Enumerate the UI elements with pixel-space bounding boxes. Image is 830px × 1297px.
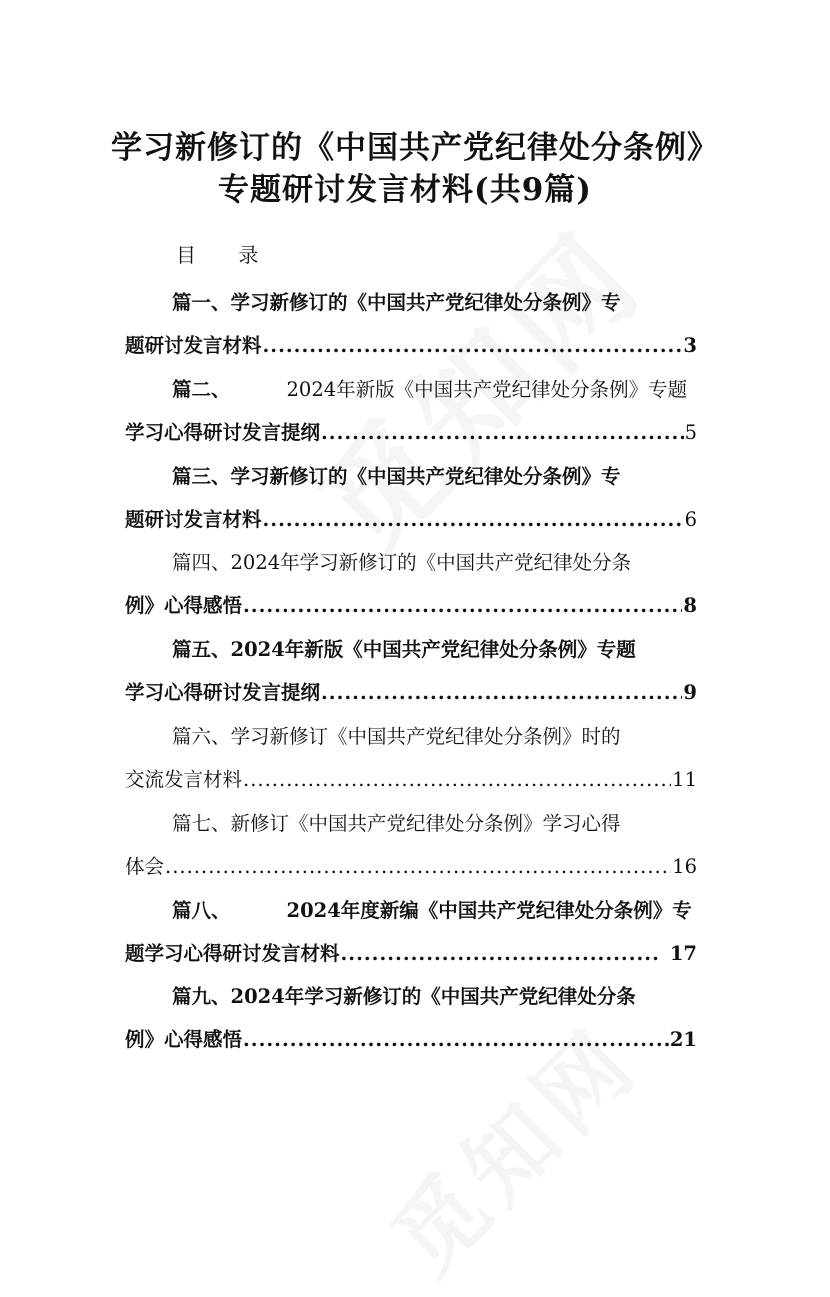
document-title-line-1: 学习新修订的《中国共产党纪律处分条例》 (111, 130, 719, 166)
toc-entry-title: 新修订《中国共产党纪律处分条例》学习心得 (230, 811, 621, 835)
toc-entry-title: 学习新修订的《中国共产党纪律处分条例》专 (230, 291, 621, 314)
toc-entry-5[interactable] (125, 628, 697, 715)
toc-entry-title-cont: 例》心得感悟 (125, 1028, 243, 1052)
dot-leader (341, 932, 661, 975)
toc-entry-title-cont: 交流发言材料 (125, 767, 243, 791)
toc-entry-title: 学习新修订的《中国共产党纪律处分条例》专 (230, 464, 621, 488)
dot-leader (263, 324, 683, 367)
toc-entry-9[interactable] (125, 975, 697, 1062)
dot-leader (321, 411, 684, 454)
toc-page-number: 8 (683, 594, 697, 618)
toc-entry-prefix: 篇四、 (172, 551, 231, 575)
toc-entry-title-cont: 学习心得研讨发言提纲 (125, 420, 321, 444)
table-of-contents (125, 281, 697, 1062)
toc-entry-title-cont: 题学习心得研讨发言材料 (125, 941, 340, 965)
toc-entry-title-cont: 例》心得感悟 (125, 594, 243, 618)
toc-entry-4[interactable] (125, 541, 697, 628)
toc-entry-title: 2024年新版《中国共产党纪律处分条例》专题 (286, 377, 688, 401)
toc-entry-prefix: 篇一、 (172, 291, 231, 314)
toc-entry-1[interactable] (125, 281, 697, 368)
toc-page-number: 16 (672, 854, 697, 878)
toc-entry-prefix: 篇二、 (172, 377, 231, 401)
toc-page-number: 21 (669, 1028, 697, 1052)
toc-page-number: 5 (684, 420, 697, 444)
toc-entry-prefix: 篇九、 (172, 985, 231, 1009)
document-title-line-2: 专题研讨发言材料(共9篇) (218, 172, 592, 208)
toc-entry-2[interactable] (125, 368, 697, 455)
dot-leader (243, 758, 671, 801)
toc-entry-title-cont: 体会 (125, 854, 165, 878)
toc-entry-prefix: 篇八、 (172, 898, 231, 922)
dot-leader (165, 845, 671, 888)
toc-page-number: 17 (669, 941, 697, 965)
toc-entry-3[interactable] (125, 455, 697, 542)
dot-leader (243, 1018, 669, 1061)
toc-entry-prefix: 篇三、 (172, 464, 231, 488)
toc-page-number: 9 (683, 681, 697, 705)
toc-entry-6[interactable] (125, 715, 697, 802)
toc-entry-prefix: 篇七、 (172, 811, 231, 835)
toc-entry-title: 学习新修订《中国共产党纪律处分条例》时的 (230, 724, 621, 748)
toc-entry-title: 2024年新版《中国共产党纪律处分条例》专题 (230, 638, 636, 662)
toc-entry-title-cont: 题研讨发言材料 (125, 334, 262, 357)
toc-page-number: 6 (684, 507, 697, 531)
dot-leader (263, 498, 684, 541)
toc-heading: 目 录 (176, 243, 277, 267)
toc-entry-8[interactable] (125, 889, 697, 976)
toc-entry-title: 2024年学习新修订的《中国共产党纪律处分条 (230, 551, 632, 575)
toc-entry-title: 2024年学习新修订的《中国共产党纪律处分条 (230, 985, 636, 1009)
toc-entry-7[interactable] (125, 802, 697, 889)
toc-entry-prefix: 篇六、 (172, 724, 231, 748)
dot-leader (243, 584, 682, 627)
toc-entry-title: 2024年度新编《中国共产党纪律处分条例》专 (286, 898, 692, 922)
toc-page-number: 11 (672, 767, 697, 791)
toc-page-number: 3 (683, 334, 697, 357)
toc-entry-title-cont: 题研讨发言材料 (125, 507, 262, 531)
toc-entry-prefix: 篇五、 (172, 638, 231, 662)
dot-leader (321, 671, 682, 714)
toc-entry-title-cont: 学习心得研讨发言提纲 (125, 681, 321, 705)
